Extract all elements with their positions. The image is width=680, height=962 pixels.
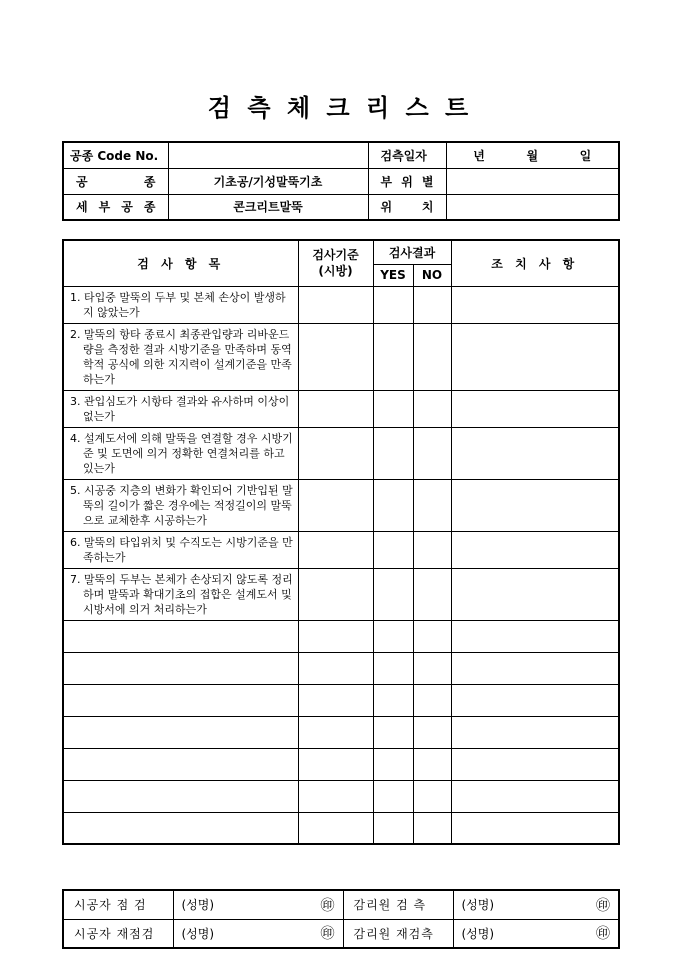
- action-cell[interactable]: [451, 620, 619, 652]
- header-action: 조 치 사 항: [451, 240, 619, 286]
- position-value[interactable]: [446, 194, 619, 220]
- result-yes-cell[interactable]: [373, 716, 413, 748]
- standard-cell[interactable]: [298, 479, 373, 531]
- standard-cell[interactable]: [298, 684, 373, 716]
- document-title: 검 측 체 크 리 스 트: [207, 94, 473, 122]
- checklist-row-4: [63, 427, 619, 479]
- work-type-value: 기초공/기성말뚝기초: [168, 168, 368, 194]
- result-no-cell[interactable]: [413, 479, 451, 531]
- result-yes-cell[interactable]: [373, 568, 413, 620]
- checklist-item-text: 5. 시공중 지층의 변화가 확인되어 기반입된 말뚝의 길이가 짧은 경우에는 적정길이의 말뚝으로 교체한후 시공하는가: [63, 479, 298, 531]
- signoff-row-recheck: [63, 919, 619, 948]
- checklist-row-6: [63, 531, 619, 568]
- seal-icon: ㊞: [596, 926, 610, 943]
- checklist-row-2: [63, 323, 619, 390]
- action-cell[interactable]: [451, 390, 619, 427]
- result-no-cell[interactable]: [413, 748, 451, 780]
- checklist-row-7: [63, 568, 619, 620]
- standard-cell[interactable]: [298, 286, 373, 323]
- header-no: NO: [413, 264, 451, 286]
- checklist-empty-row: [63, 812, 619, 844]
- result-yes-cell[interactable]: [373, 780, 413, 812]
- supervisor-recheck-name-cell[interactable]: [453, 919, 619, 948]
- checklist-item-text[interactable]: [63, 812, 298, 844]
- checklist-item-text: 4. 설계도서에 의해 말뚝을 연결할 경우 시방기준 및 도면에 의거 정확한 연결처리를 하고 있는가: [63, 427, 298, 479]
- header-inspection-standard: [298, 240, 373, 286]
- name-placeholder: (성명): [461, 898, 495, 913]
- standard-cell[interactable]: [298, 323, 373, 390]
- standard-cell[interactable]: [298, 652, 373, 684]
- supervisor-check-name-cell[interactable]: [453, 890, 619, 919]
- position-label: 위 치: [368, 194, 446, 220]
- checklist-item-text: 7. 말뚝의 두부는 본체가 손상되지 않도록 정리하며 말뚝과 확대기초의 접합은 설계도서 및 시방서에 의거 처리하는가: [63, 568, 298, 620]
- checklist-row-1: [63, 286, 619, 323]
- info-row-worktype: [63, 168, 619, 194]
- seal-icon: ㊞: [320, 897, 335, 914]
- code-no-label: 공종 Code No.: [63, 142, 168, 168]
- info-row-code: [63, 142, 619, 168]
- checklist-item-text: 6. 말뚝의 타입위치 및 수직도는 시방기준을 만족하는가: [63, 531, 298, 568]
- date-year-label: 년: [473, 148, 485, 163]
- checklist-empty-row: [63, 684, 619, 716]
- seal-icon: ㊞: [320, 926, 335, 943]
- checklist-item-text[interactable]: [63, 684, 298, 716]
- sub-work-type-label: 세 부 공 종: [63, 194, 168, 220]
- checklist-empty-row: [63, 780, 619, 812]
- result-no-cell[interactable]: [413, 620, 451, 652]
- date-day-label: 일: [579, 148, 592, 163]
- checklist-empty-row: [63, 748, 619, 780]
- header-inspection-item: 검 사 항 목: [63, 240, 298, 286]
- contractor-check-label: 시공자 점 검: [63, 890, 173, 919]
- standard-cell[interactable]: [298, 390, 373, 427]
- header-standard-line2: (시방): [318, 264, 353, 279]
- result-no-cell[interactable]: [413, 652, 451, 684]
- code-no-value[interactable]: [168, 142, 368, 168]
- action-cell[interactable]: [451, 568, 619, 620]
- checklist-empty-row: [63, 620, 619, 652]
- checklist-item-text: 2. 말뚝의 항타 종료시 최종관입량과 리바운드량을 측정한 결과 시방기준을 만족하며 동역학적 공식에 의한 지지력이 설계기준을 만족하는가: [63, 323, 298, 390]
- action-cell[interactable]: [451, 531, 619, 568]
- result-yes-cell[interactable]: [373, 286, 413, 323]
- name-placeholder: (성명): [181, 926, 215, 941]
- name-placeholder: (성명): [461, 926, 495, 941]
- checklist-row-5: [63, 479, 619, 531]
- contractor-check-name-cell[interactable]: [173, 890, 343, 919]
- standard-cell[interactable]: [298, 531, 373, 568]
- inspection-date-value[interactable]: [446, 142, 619, 168]
- info-row-subworktype: [63, 194, 619, 220]
- action-cell[interactable]: [451, 286, 619, 323]
- work-type-label: 공 종: [63, 168, 168, 194]
- header-yes: YES: [373, 264, 413, 286]
- action-cell[interactable]: [451, 684, 619, 716]
- checklist-item-text[interactable]: [63, 780, 298, 812]
- result-no-cell[interactable]: [413, 568, 451, 620]
- checklist-row-3: [63, 390, 619, 427]
- action-cell[interactable]: [451, 479, 619, 531]
- action-cell[interactable]: [451, 652, 619, 684]
- info-table: [62, 141, 620, 221]
- result-no-cell[interactable]: [413, 427, 451, 479]
- checklist-empty-row: [63, 716, 619, 748]
- result-no-cell[interactable]: [413, 531, 451, 568]
- result-yes-cell[interactable]: [373, 427, 413, 479]
- signoff-row-check: [63, 890, 619, 919]
- action-cell[interactable]: [451, 748, 619, 780]
- result-no-cell[interactable]: [413, 716, 451, 748]
- signoff-table: [62, 889, 620, 949]
- action-cell[interactable]: [451, 812, 619, 844]
- checklist-table: [62, 239, 620, 845]
- result-yes-cell[interactable]: [373, 652, 413, 684]
- name-placeholder: (성명): [181, 898, 215, 913]
- standard-cell[interactable]: [298, 716, 373, 748]
- sub-work-type-value: 콘크리트말뚝: [168, 194, 368, 220]
- result-no-cell[interactable]: [413, 286, 451, 323]
- location-part-label: 부 위 별: [368, 168, 446, 194]
- result-yes-cell[interactable]: [373, 531, 413, 568]
- header-standard-line1: 검사기준: [312, 248, 359, 263]
- checklist-header-row: [63, 240, 619, 264]
- result-yes-cell[interactable]: [373, 620, 413, 652]
- result-yes-cell[interactable]: [373, 812, 413, 844]
- contractor-recheck-name-cell[interactable]: [173, 919, 343, 948]
- standard-cell[interactable]: [298, 812, 373, 844]
- result-yes-cell[interactable]: [373, 684, 413, 716]
- location-part-value[interactable]: [446, 168, 619, 194]
- supervisor-check-label: 감리원 검 측: [343, 890, 453, 919]
- standard-cell[interactable]: [298, 780, 373, 812]
- standard-cell[interactable]: [298, 568, 373, 620]
- standard-cell[interactable]: [298, 620, 373, 652]
- standard-cell[interactable]: [298, 748, 373, 780]
- checklist-item-text[interactable]: [63, 652, 298, 684]
- checklist-item-text[interactable]: [63, 748, 298, 780]
- checklist-item-text[interactable]: [63, 620, 298, 652]
- result-yes-cell[interactable]: [373, 390, 413, 427]
- checklist-item-text[interactable]: [63, 716, 298, 748]
- result-no-cell[interactable]: [413, 684, 451, 716]
- date-unit-group: [453, 145, 613, 166]
- seal-icon: ㊞: [596, 897, 610, 914]
- result-no-cell[interactable]: [413, 323, 451, 390]
- result-no-cell[interactable]: [413, 812, 451, 844]
- result-yes-cell[interactable]: [373, 748, 413, 780]
- header-inspection-result: 검사결과: [373, 240, 451, 264]
- standard-cell[interactable]: [298, 427, 373, 479]
- action-cell[interactable]: [451, 780, 619, 812]
- result-no-cell[interactable]: [413, 390, 451, 427]
- result-yes-cell[interactable]: [373, 323, 413, 390]
- inspection-date-label: 검측일자: [368, 142, 446, 168]
- contractor-recheck-label: 시공자 재점검: [63, 919, 173, 948]
- checklist-item-text: 1. 타입중 말뚝의 두부 및 본체 손상이 발생하지 않았는가: [63, 286, 298, 323]
- action-cell[interactable]: [451, 716, 619, 748]
- result-yes-cell[interactable]: [373, 479, 413, 531]
- checklist-empty-row: [63, 652, 619, 684]
- action-cell[interactable]: [451, 427, 619, 479]
- result-no-cell[interactable]: [413, 780, 451, 812]
- date-month-label: 월: [526, 148, 539, 163]
- action-cell[interactable]: [451, 323, 619, 390]
- checklist-item-text: 3. 관입심도가 시항타 결과와 유사하며 이상이 없는가: [63, 390, 298, 427]
- supervisor-recheck-label: 감리원 재검측: [343, 919, 453, 948]
